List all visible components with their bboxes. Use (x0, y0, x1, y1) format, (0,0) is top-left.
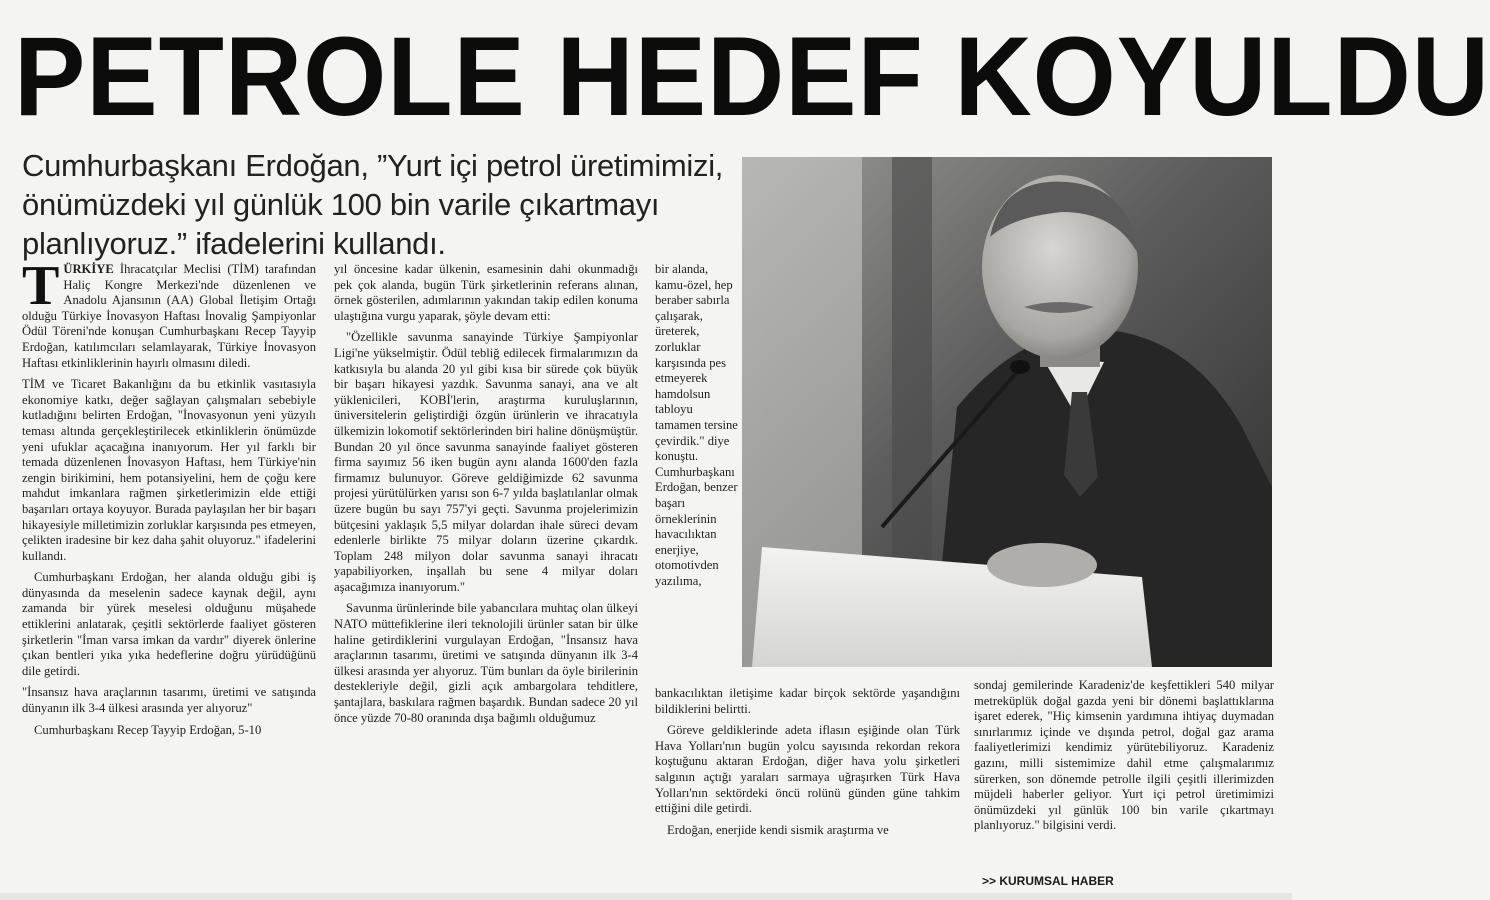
article-column-4 (974, 678, 1274, 868)
paragraph: yıl öncesine kadar ülkenin, esamesinin dahi okunmadığı pek çok alanda, bugün Türk şirketlerinin referans alınan, örnek gösterilen, adımlarının yakından takip edilen konuma ulaştığına vurgu yaparak, şöyle devam etti: (334, 262, 638, 323)
subheadline: Cumhurbaşkanı Erdoğan, ”Yurt içi petrol üretimimizi, önümüzdeki yıl günlük 100 bin varile çıkartmayı planlıyoruz.” ifadelerini kullandı. (22, 148, 724, 261)
pull-quote: "İnsansız hava araçlarının tasarımı, üretimi ve satışında dünyanın ilk 3-4 ülkesi arasında yer alıyoruz" (22, 685, 316, 716)
article-column-2 (334, 262, 638, 888)
portrait-photo (742, 157, 1272, 667)
paragraph: bankacılıktan iletişime kadar birçok sektörde yaşandığını bildiklerini belirtti. (655, 686, 960, 716)
drop-cap: T (22, 255, 60, 317)
bottom-stripe (0, 893, 1292, 900)
paragraph: Erdoğan, enerjide kendi sismik araştırma ve (667, 822, 889, 837)
paragraph: bir alanda, kamu-özel, hep beraber sabırla çalışarak, üreterek, zorluklar karşısında pes etmeyerek hamdolsun tabloyu tamamen tersine çevirdik." diye konuştu. Cumhurbaşkanı Erdoğan, benzer başarı örneklerinin havacılıktan enerjiye, otomotivden yazılıma, (655, 262, 738, 588)
paragraph: İhracatçılar Meclisi (TİM) tarafından Haliç Kongre Merkezi'nde düzenlenen ve Anadolu Ajansının (AA) Global İletişim Ortağı olduğu Türkiye İnovasyon Haftası İnovalig Şampiyonlar Ödül Töreni'nde konuşan Cumhurbaşkanı Recep Tayyip Erdoğan, katılımcıları selamlayarak, Türkiye İnovasyon Haftası etkinliklerinin hayırlı olmasını diledi. (22, 262, 316, 370)
article-column-3-narrow (655, 262, 739, 686)
hand (987, 543, 1097, 587)
headline: PETROLE HEDEF KOYULDU (14, 14, 1490, 139)
microphone-head (1010, 360, 1030, 374)
paragraph: Cumhurbaşkanı Recep Tayyip Erdoğan, 5-10 (34, 722, 262, 737)
paragraph: "Özellikle savunma sanayinde Türkiye Şampiyonlar Ligi'ne yükselmiştir. Ödül tebliğ edilecek firmalarımızın da katkısıyla bu alanda 20 yıl gibi kısa bir sürede çok büyük bir başarı hikayesi yazdık. Savunma sanayi, ana ve alt yüklenicileri, KOBİ'lerin, araştırma kuruluşlarının, üniversitelerin geliştirdiği özgün ürünlerin ve ihracatıyla ülkemizin lokomotif sektörlerinden biri haline dönüşmüştür. Bundan 20 yıl önce savunma sanayinde faaliyet gösteren firma sayımız 56 iken bugün aynı alanda 1600'den fazla firmamız bulunuyor. Göreve geldiğimizde 62 savunma projesi yürütülürken yarısı son 6-7 yılda başlatılanlar olmak üzere bugün bu sayı 757'yi geçti. Savunma projelerimizin bütçesini yaklaşık 5,5 milyar dolardan ihale süreci devam edenlerle birlikte 75 milyar doların üzerine çıkardık. Toplam 248 milyon dolar savunma sanayi ihracatı yapabiliyorken, inşallah bu sene 4 milyar doları aşacağımıza inanıyorum." (334, 330, 638, 594)
article-column-3-wide (655, 686, 960, 886)
paragraph: Savunma ürünlerinde bile yabancılara muhtaç olan ülkeyi NATO müttefiklerine ileri teknolojili ürünler satan bir ülke haline getirdiklerini vurgulayan Erdoğan, "İnsansız hava araçlarının tasarımı, üretimi ve satışında dünyanın ilk 3-4 ülkesi arasında yer alıyoruz. Tüm bunları da öyle birilerinin destekleriyle değil, gizli açık ambargolara tehditlere, şantajlara, baskılara rağmen başardık. Bundan sadece 20 yıl önce yüzde 70-80 oranında dışa bağımlı olduğumuz (334, 601, 638, 725)
byline: >> KURUMSAL HABER (982, 874, 1114, 888)
paragraph: sondaj gemilerinde Karadeniz'de keşfettikleri 540 milyar metreküplük doğal gazda yeni bir dönemi başlattıklarına işaret ederek, "Hiç kimsenin yardımına ihtiyaç duymadan sınırlarımız içinde ve dışında petrol, doğal gaz arama faaliyetlerimizi kendimiz yürütebiliyoruz. Karadeniz gazını, milli sistemimize dahil etme çalışmalarımız sürerken, son dönemde petrolle ilgili çeşitli illerimizden müjdeli haberler geliyor. Yurt içi petrol üretimimizi önümüzdeki yıl günlük 100 bin varile çıkartmayı planlıyoruz." bilgisini verdi. (974, 678, 1274, 833)
article-column-1 (22, 255, 316, 888)
portrait-illustration (742, 157, 1272, 667)
paragraph: Göreve geldiklerinde adeta iflasın eşiğinde olan Türk Hava Yolları'nın bugün yolcu sayısında rekordan rekora koştuğunu aktaran Erdoğan, diğer hava yolu şirketleri salgının açtığı yaraları sarmaya uğraşırken Türk Hava Yolları'nın sektördeki öncü rolünü günden güne tahkim ettiğini dile getirdi. (655, 723, 960, 816)
lead-word: ÜRKİYE (63, 262, 114, 276)
paragraph: TİM ve Ticaret Bakanlığını da bu etkinlik vasıtasıyla ekonomiye katkı, değer sağlayan çalışmaları sebebiyle kutladığını belirten Erdoğan, "İnovasyonun yeni yüzyılı teması altında gerçekleştirilecek etkinliklerin önümüzde yeni ufuklar açacağına inanıyorum. Her yıl farklı bir temada düzenlenen İnovasyon Haftası, hem Türkiye'nin zengin birikimini, hem potansiyelini, hem de çoğu kere mahdut imkanlara rağmen şirketlerimizin elde ettiği başarıları ortaya koyuyor. Burada paylaşılan her bir başarı hikayesiyle milletimizin zorluklar karşısında pes etmeyen, çelikten iradesine bir kez daha şahit oluyoruz." ifadelerini kullandı. (22, 377, 316, 563)
paragraph: Cumhurbaşkanı Erdoğan, her alanda olduğu gibi iş dünyasında da meselenin sadece kaynak değil, aynı zamanda bir yürek meselesi olduğunu müşahede ettiklerini anlatarak, çeşitli sektörlerde faaliyet gösteren şirketlerin "İman varsa imkan da vardır" diyerek önlerine çıkan bentleri yıka yıka hedeflerine doğru yürüdüğünü dile getirdi. (22, 570, 316, 678)
